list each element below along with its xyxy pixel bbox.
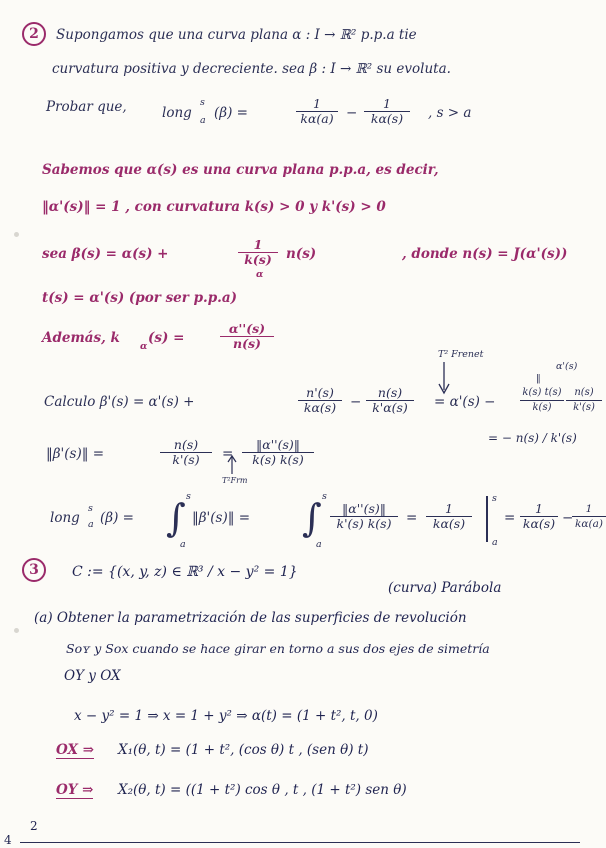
integral-upper: s [322, 491, 327, 502]
ademas-frac: $\frac{\alpha''(s)}{n(s)}$ [220, 322, 274, 351]
frenet-note-small: T²Frm [222, 476, 248, 485]
integral-sign: ∫ [166, 496, 186, 540]
ex2-probar-label: Probar que, [46, 99, 127, 115]
antiderivative-frac: $\frac{1}{k\alpha(s)}$ [426, 502, 472, 531]
page-number: 2 [30, 819, 38, 833]
oy-surface: X₂(θ, t) = ((1 + t²) cos θ , t , (1 + t²) sen θ) [118, 782, 407, 798]
oy-label: OY ⇒ [56, 782, 94, 798]
ex3-curve-def: C := {(x, y, z) ∈ ℝ³ / x − y² = 1} [72, 564, 298, 580]
donde-n-def: , donde n(s) = J(α'(s)) [402, 246, 568, 262]
result-frac-1: $\frac{1}{k\alpha(s)}$ [520, 502, 558, 531]
calc-frac-3: $\frac{k(s) t(s)}{k(s)}$ [520, 386, 564, 415]
alpha-subscript: α [256, 269, 264, 280]
binder-hole [14, 232, 19, 237]
minus-sign: − [350, 394, 362, 410]
integral-lower: a [316, 539, 322, 550]
calc-result: = − n(s) / k'(s) [488, 431, 577, 445]
ex2-condition: , s > a [428, 105, 472, 121]
exercise-2-number: 2 [22, 22, 46, 46]
long-integral-label: long [50, 510, 80, 526]
ox-surface: X₁(θ, t) = (1 + t², (cos θ) t , (sen θ) t) [118, 742, 369, 758]
ex3-part-a-line-3: OY y OX [64, 668, 121, 684]
calc-frac-4: $\frac{n(s)}{k'(s)}$ [566, 386, 602, 415]
integral-upper: s [186, 491, 191, 502]
up-arrow-icon [226, 454, 238, 476]
ademas-label: Además, k [42, 330, 120, 346]
integral-body: ‖β'(s)‖ = [192, 510, 251, 526]
long-sub: a [88, 519, 94, 530]
equals-sign: = [222, 446, 234, 462]
solution-line-2: ‖α'(s)‖ = 1 , con curvatura k(s) > 0 y k'(s) > 0 [42, 199, 386, 215]
minus-sign: − [346, 105, 358, 121]
frenet-note: T² Frenet [438, 349, 484, 360]
integral-frac: $\frac{‖\alpha''(s)‖}{k'(s) k(s)}$ [330, 502, 398, 531]
sea-beta-frac: $\frac{1}{k(s)}$ [238, 238, 278, 267]
calc-frac-2: $\frac{n(s)}{k'\alpha(s)}$ [366, 386, 414, 415]
tangent-line: t(s) = α'(s) (por ser p.p.a) [42, 290, 237, 306]
eval-upper: s [492, 493, 497, 504]
evaluation-bar [486, 496, 488, 542]
solution-line-1: Sabemos que α(s) es una curva plana p.p.a, es decir, [42, 162, 439, 178]
ex2-frac-s: $\frac{1}{k\alpha(s)}$ [364, 97, 410, 126]
ex3-curve-type: (curva) Parábola [388, 580, 502, 596]
binder-hole [14, 628, 19, 633]
ex2-frac-a: $\frac{1}{k\alpha(a)}$ [296, 97, 338, 126]
eval-lower: a [492, 537, 498, 548]
long-sup: s [88, 503, 93, 514]
ex3-part-a-line-2: Sᴏʏ y Sᴏx cuando se hace girar en torno a sus dos ejes de simetría [66, 641, 490, 656]
integral-sign: ∫ [302, 496, 322, 540]
ex2-long-arg: (β) = [214, 105, 248, 121]
ex2-long-label: long [162, 105, 192, 121]
norm-beta-prime: ‖β'(s)‖ = [46, 446, 105, 462]
ex3-part-a-line-1: (a) Obtener la parametrización de las superficies de revolución [34, 610, 467, 626]
exercise-3-number: 3 [22, 558, 46, 582]
minus-sign: − [562, 510, 574, 526]
equals-sign: = [504, 510, 516, 526]
norm-frac-1: $\frac{n(s)}{k'(s)}$ [160, 438, 212, 467]
norm-frac-2: $\frac{‖\alpha''(s)‖}{k(s) k(s)}$ [242, 438, 314, 467]
ex2-long-sup: s [200, 97, 205, 108]
equals-sign: = [406, 510, 418, 526]
ex2-statement-line-2: curvatura positiva y decreciente. sea β : I → ℝ² su evoluta. [52, 61, 451, 77]
equal-mark: ‖ [536, 373, 541, 384]
page-left-mark: 4 [4, 833, 12, 847]
integral-lower: a [180, 539, 186, 550]
alpha-subscript: α [140, 341, 148, 352]
ox-label: OX ⇒ [56, 742, 95, 758]
calc-frac-1: $\frac{n'(s)}{k\alpha(s)}$ [298, 386, 342, 415]
calc-equals: = α'(s) − [434, 394, 496, 410]
calculo-line: Calculo β'(s) = α'(s) + [44, 394, 195, 410]
ex2-long-sub: a [200, 115, 206, 126]
ex3-param-curve: x − y² = 1 ⇒ x = 1 + y² ⇒ α(t) = (1 + t², t, 0) [74, 708, 378, 724]
ex2-statement-line-1: Supongamos que una curva plana α : I → ℝ² p.p.a tie [56, 27, 417, 43]
footer-rule [20, 842, 580, 843]
n-of-s: n(s) [286, 246, 317, 262]
alpha-prime-top: α'(s) [556, 361, 578, 372]
long-arg: (β) = [100, 510, 134, 526]
sea-beta-label: sea β(s) = α(s) + [42, 246, 169, 262]
result-frac-2: $\frac{1}{k\alpha(a)}$ [572, 502, 606, 531]
ademas-eq: (s) = [148, 330, 185, 346]
